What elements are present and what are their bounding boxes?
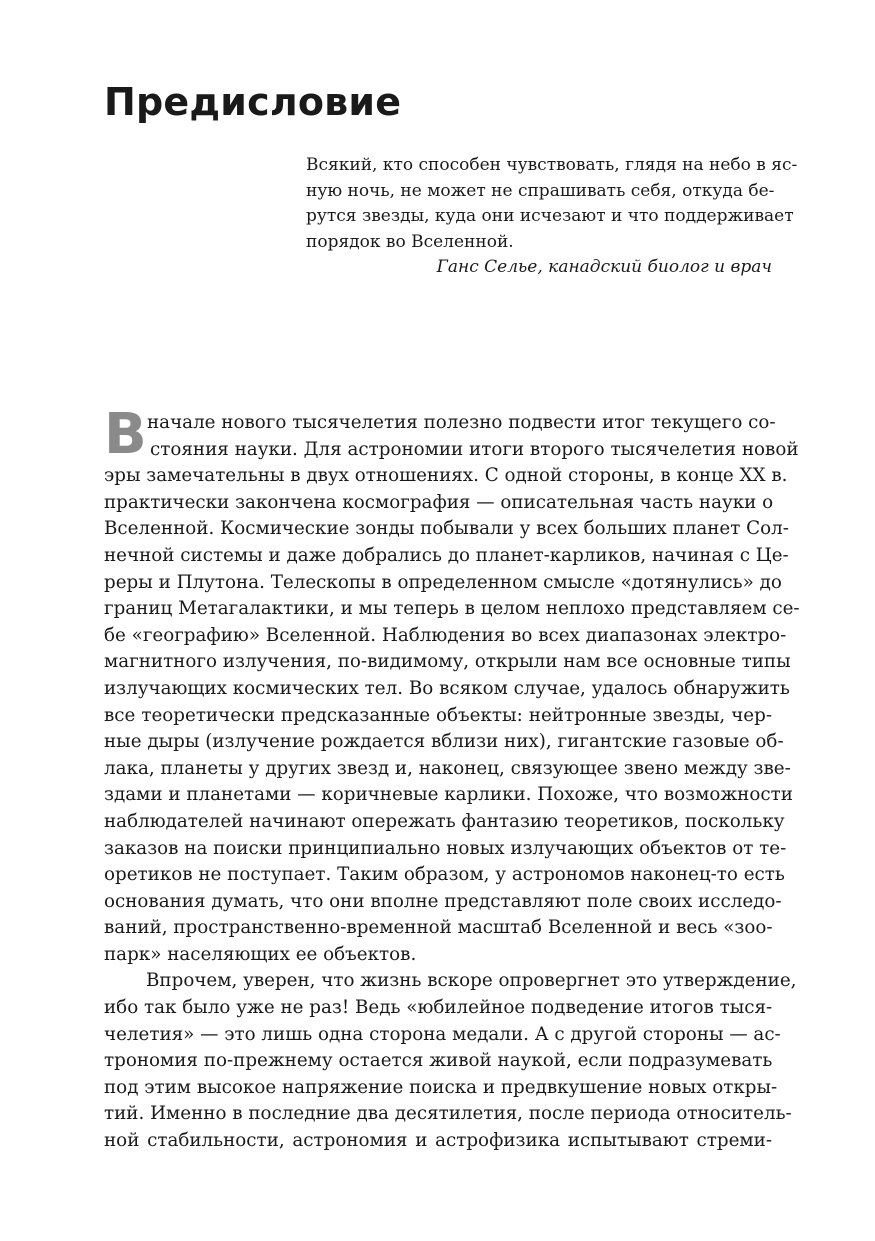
drop-cap: В [104, 402, 147, 467]
epigraph [306, 153, 798, 281]
body-line: основания думать, что они вполне представляют поле своих исследо- [104, 890, 782, 912]
chapter-title: Предисловие [104, 80, 402, 124]
body-line: границ Метагалактики, и мы теперь в целом неплохо представляем се- [104, 598, 800, 620]
body-line: ваний, пространственно-временной масштаб Вселенной и весь «зоо- [104, 917, 773, 939]
body-text [104, 402, 800, 1155]
body-line: практически закончена космография — описательная часть науки о [104, 491, 774, 513]
epigraph-author: Ганс Селье, канадский биолог и врач [436, 257, 772, 277]
body-line: ной стабильности, астрономия и астрофизика испытывают стреми- [104, 1130, 772, 1152]
body-line: Вселенной. Космические зонды побывали у всех больших планет Сол- [104, 518, 789, 540]
body-line: лака, планеты у других звезд и, наконец, связующее звено между зве- [104, 757, 791, 779]
body-line: трономия по-прежнему остается живой наукой, если подразумевать [104, 1050, 773, 1072]
body-line: все теоретически предсказанные объекты: нейтронные звезды, чер- [104, 704, 772, 726]
body-line: заказов на поиски принципиально новых излучающих объектов от те- [104, 837, 787, 859]
epigraph-line: рутся звезды, куда они исчезают и что поддерживает [306, 206, 794, 226]
body-line: наблюдателей начинают опережать фантазию теоретиков, поскольку [104, 810, 785, 832]
epigraph-line: порядок во Вселенной. [306, 231, 514, 252]
body-line: парк» населяющих ее объектов. [104, 943, 417, 965]
epigraph-line: ную ночь, не может не спрашивать себя, откуда бе- [306, 180, 775, 201]
body-line: эры замечательны в двух отношениях. С одной стороны, в конце XX в. [104, 465, 788, 487]
body-line: излучающих космических тел. Во всяком случае, удалось обнаружить [104, 677, 790, 699]
body-line: начале нового тысячелетия полезно подвести итог текущего со- [147, 412, 776, 433]
body-line: бе «географию» Вселенной. Наблюдения во всех диапазонах электро- [104, 624, 787, 646]
body-line: Впрочем, уверен, что жизнь вскоре опровергнет это утверждение, [146, 970, 797, 992]
body-line: магнитного излучения, по-видимому, открыли нам все основные типы [104, 651, 791, 673]
body-line: ибо так было уже не раз! Ведь «юбилейное подведение итогов тыся- [104, 997, 773, 1019]
body-line: тий. Именно в последние два десятилетия, после периода относитель- [104, 1103, 792, 1125]
body-line: нечной системы и даже добрались до планет-карликов, начиная с Це- [104, 544, 789, 566]
body-line: реры и Плутона. Телескопы в определенном смысле «дотянулись» до [104, 571, 782, 593]
body-line: стояния науки. Для астрономии итоги второго тысячелетия новой [150, 438, 799, 460]
epigraph-line: Всякий, кто способен чувствовать, глядя на небо в яс- [306, 155, 798, 175]
body-line: ные дыры (излучение рождается вблизи них), гигантские газовые об- [104, 731, 784, 753]
body-line: оретиков не поступает. Таким образом, у астрономов наконец-то есть [104, 864, 785, 886]
body-line: челетия» — это лишь одна сторона медали. А с другой стороны — ас- [104, 1023, 781, 1045]
body-line: под этим высокое напряжение поиска и предвкушение новых откры- [104, 1076, 778, 1098]
body-line: здами и планетами — коричневые карлики. Похоже, что возможности [104, 784, 793, 806]
